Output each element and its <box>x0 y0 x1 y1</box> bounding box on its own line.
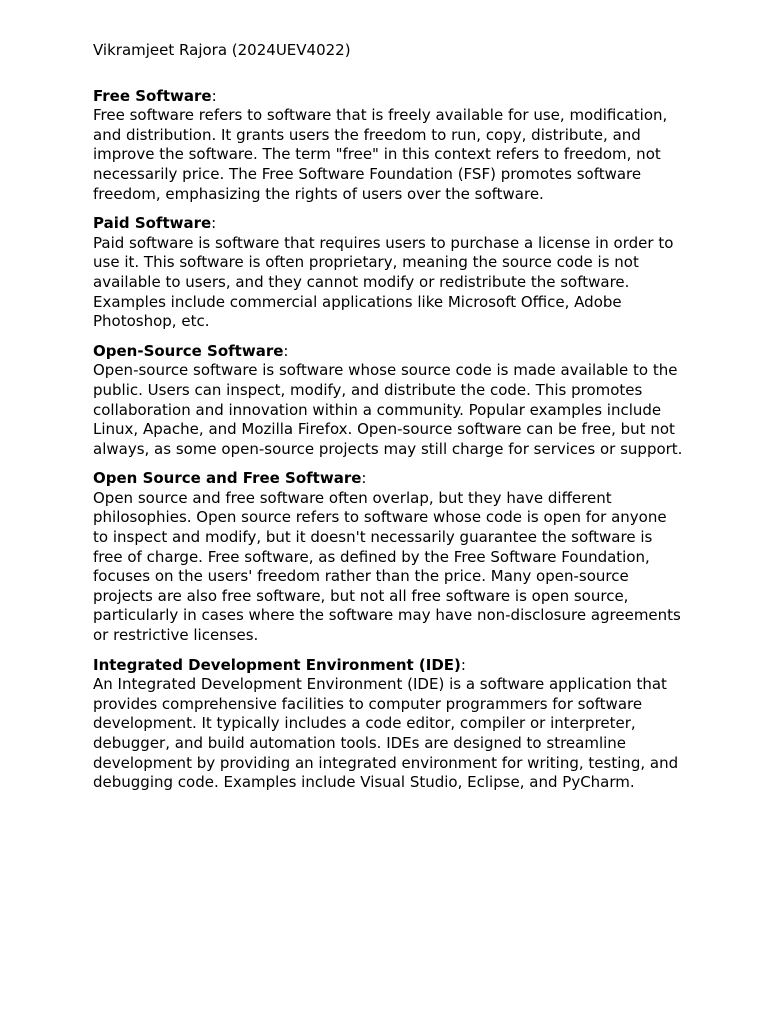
section-body: Open source and free software often overlap, but they have different philosophies. Open source refers to software whose code is open for anyone to inspect and modify, but it doesn't necessarily guarantee the software is free of charge. Free software, as defined by the Free Software Foundation, focuses on the users' freedom rather than the price. Many open-source projects are also free software, but not all free software is open source, particularly in cases where the software may have non-disclosure agreements or restrictive licenses. <box>93 488 681 645</box>
section-open-source-software <box>93 342 683 460</box>
section-heading <box>93 469 683 489</box>
section-heading <box>93 214 683 234</box>
section-heading <box>93 656 683 676</box>
section-heading <box>93 87 683 107</box>
section-title: Open-Source Software <box>93 341 284 360</box>
section-title-colon: : <box>211 214 217 233</box>
section-title: Paid Software <box>93 214 212 233</box>
section-body: Paid software is software that requires users to purchase a license in order to use it. This software is often proprietary, meaning the source code is not available to users, and they cannot modify or redistribute the software. Examples include commercial applications like Microsoft Office, Adobe Photoshop, etc. <box>93 233 674 331</box>
section-body: An Integrated Development Environment (IDE) is a software application that provides comprehensive facilities to computer programmers for software development. It typically includes a code editor, compiler or interpreter, debugger, and build automation tools. IDEs are designed to streamline development by providing an integrated environment for writing, testing, and debugging code. Examples include Visual Studio, Eclipse, and PyCharm. <box>93 675 679 792</box>
section-free-software <box>93 87 683 205</box>
section-body: Open-source software is software whose source code is made available to the public. Users can inspect, modify, and distribute the code. This promotes collaboration and innovation within a community. Popular examples include Linux, Apache, and Mozilla Firefox. Open-source software can be free, but not always, as some open-source projects may still charge for services or support. <box>93 361 683 458</box>
section-title-colon: : <box>283 341 289 360</box>
section-title-colon: : <box>361 469 367 488</box>
section-title: Free Software <box>93 86 212 105</box>
section-body: Free software refers to software that is freely available for use, modification, and distribution. It grants users the freedom to run, copy, distribute, and improve the software. The term "free" in this context refers to freedom, not necessarily price. The Free Software Foundation (FSF) promotes software freedom, emphasizing the rights of users over the software. <box>93 106 668 203</box>
section-title-colon: : <box>460 655 466 674</box>
section-paid-software <box>93 214 683 332</box>
document-content <box>93 41 683 803</box>
section-title: Integrated Development Environment (IDE) <box>93 655 461 674</box>
author-line: Vikramjeet Rajora (2024UEV4022) <box>93 41 351 59</box>
section-open-source-and-free-software <box>93 469 683 645</box>
section-heading <box>93 342 683 362</box>
section-title-colon: : <box>211 86 217 105</box>
section-title: Open Source and Free Software <box>93 469 362 488</box>
section-ide <box>93 656 683 793</box>
